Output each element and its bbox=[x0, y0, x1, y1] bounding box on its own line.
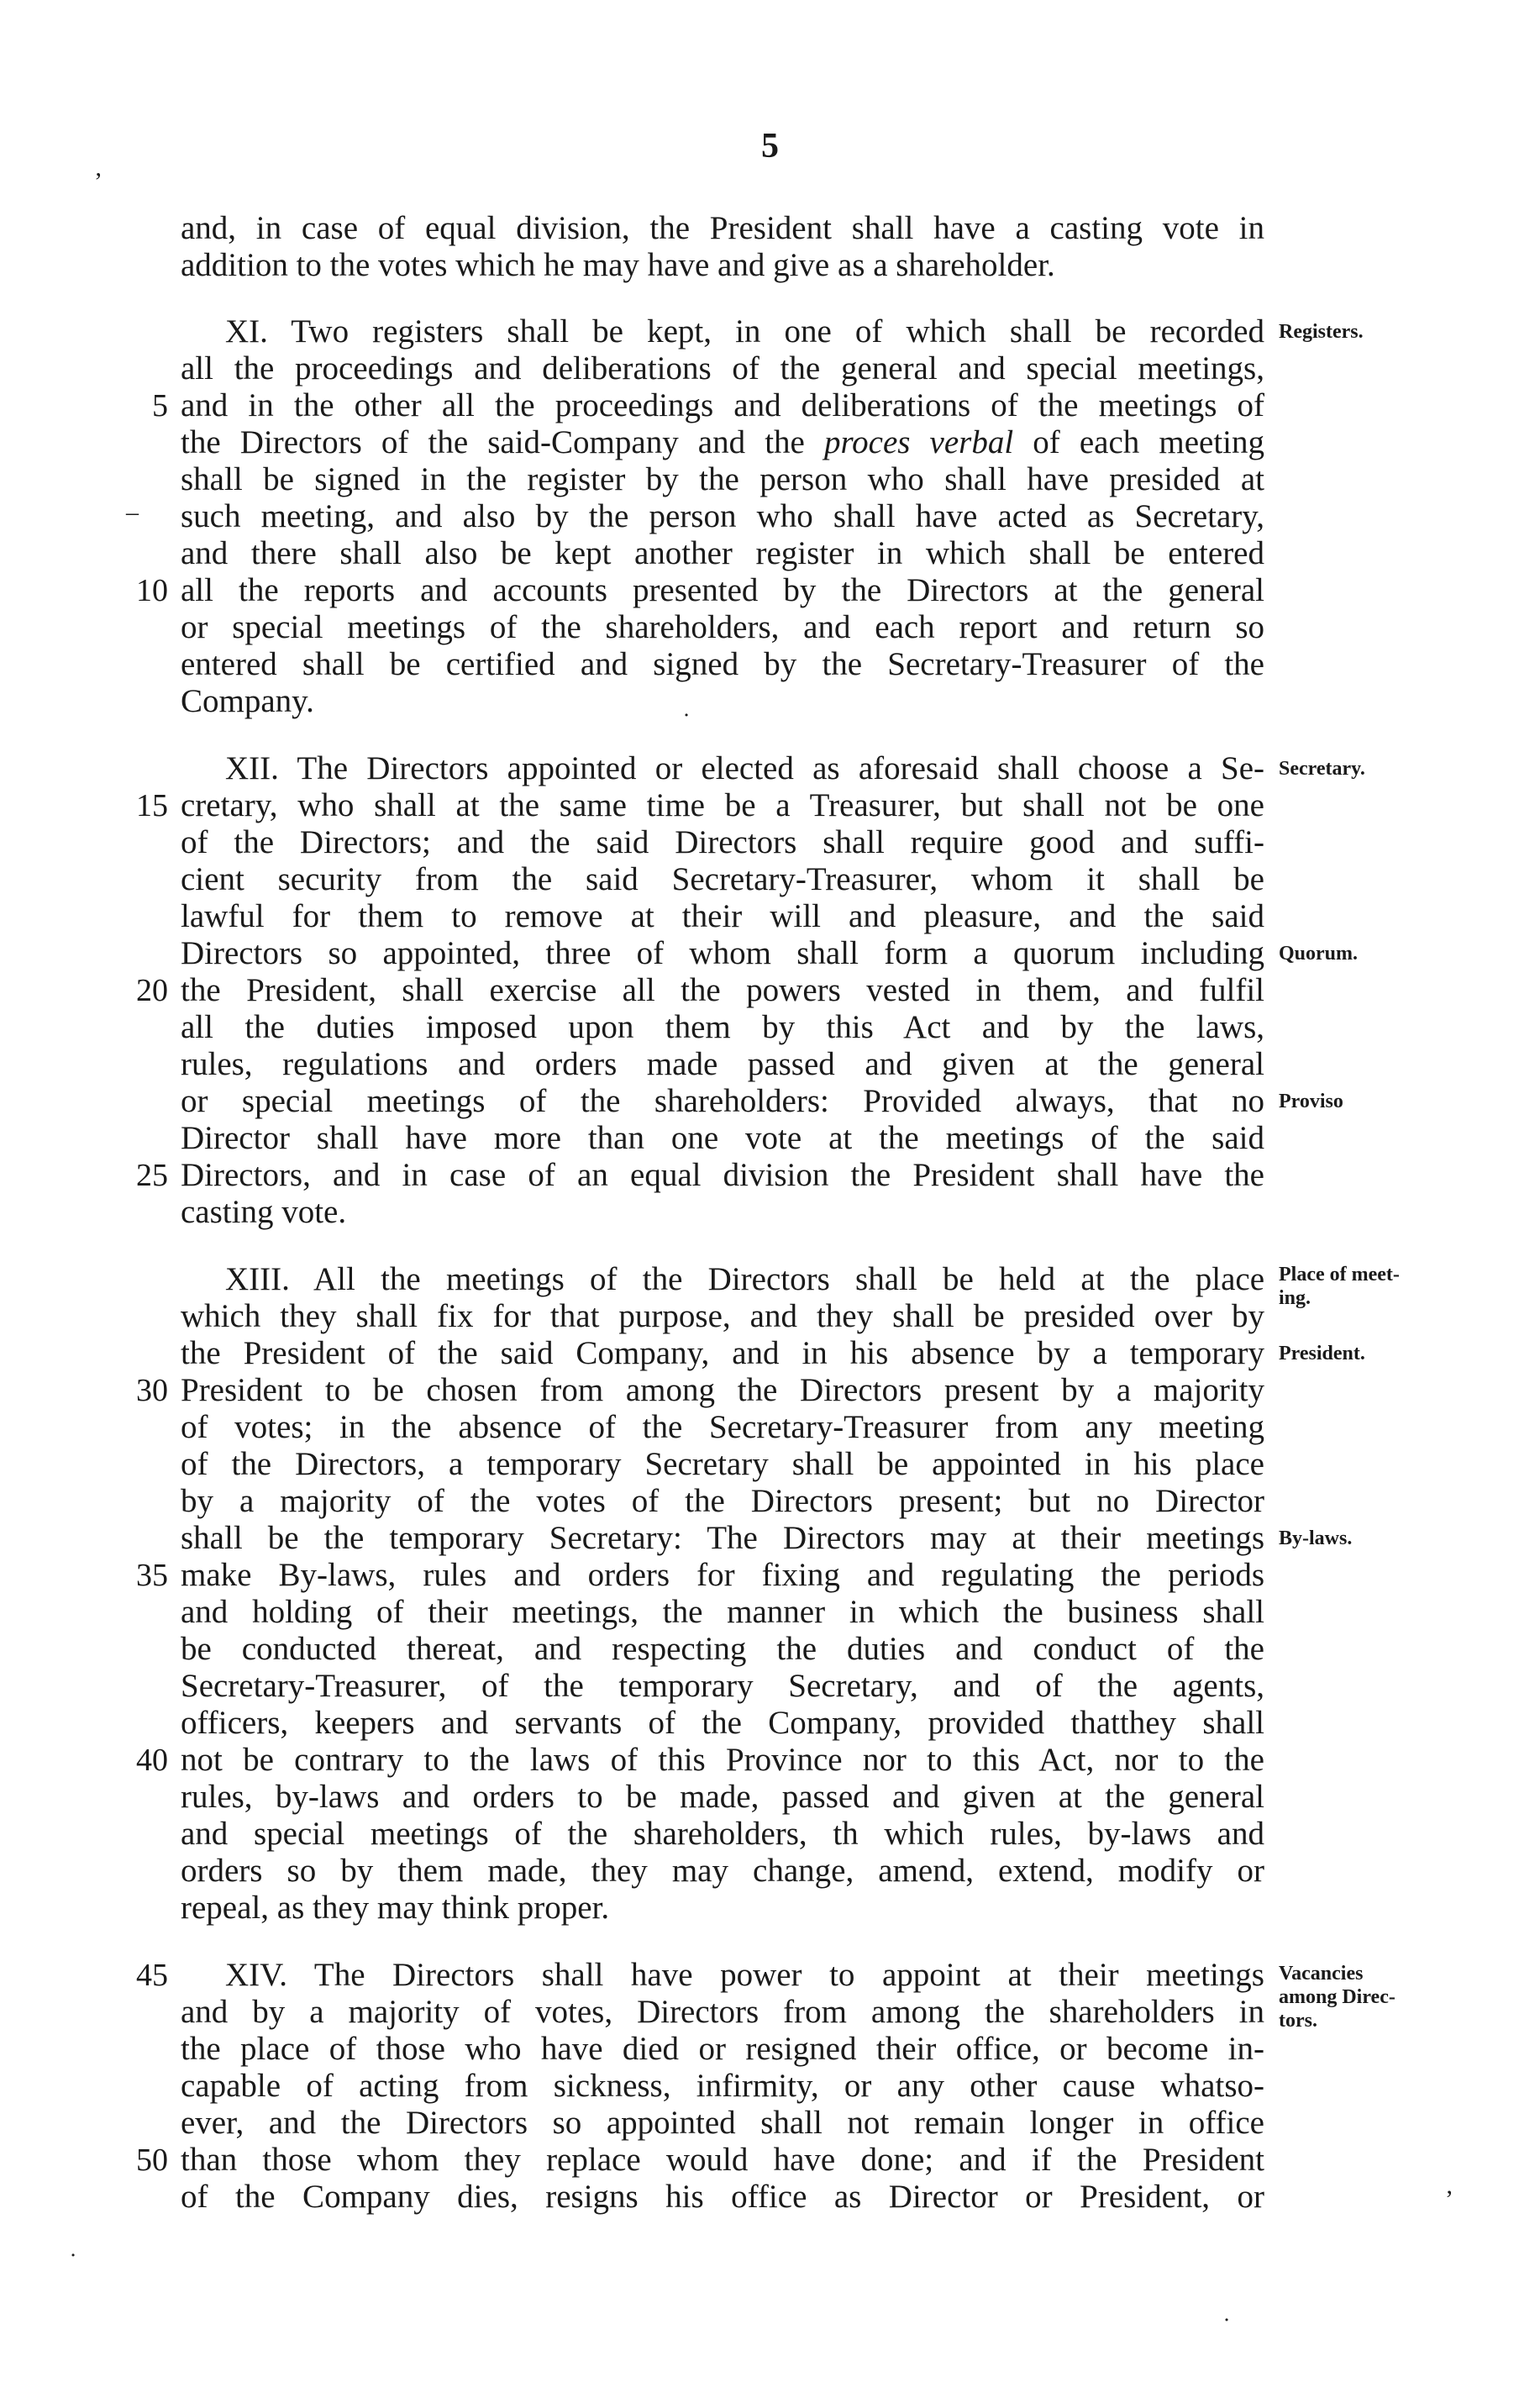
text-line: cretary, who shall at the same time be a Treasurer, but shall not be one bbox=[181, 787, 1264, 823]
text-line: XIII. All the meetings of the Directors shall be held at the place bbox=[225, 1261, 1264, 1297]
margin-note: By-laws. bbox=[1279, 1527, 1353, 1549]
italic-phrase: proces verbal bbox=[823, 424, 1014, 460]
line-number: 30 bbox=[136, 1373, 168, 1408]
margin-note: Vacancies bbox=[1279, 1963, 1364, 1985]
text-line: President to be chosen from among the Directors present by a majority bbox=[181, 1372, 1264, 1408]
text-line: and by a majority of votes, Directors from among the shareholders in bbox=[181, 1994, 1264, 2030]
page-number: 5 bbox=[761, 127, 779, 166]
text-line: and in the other all the proceedings and deliberations of the meetings of bbox=[181, 387, 1264, 423]
margin-note: Secretary. bbox=[1279, 758, 1365, 780]
text-line: and there shall also be kept another register in which shall be entered bbox=[181, 535, 1264, 571]
text-line: all the duties imposed upon them by this Act and by the laws, bbox=[181, 1009, 1264, 1045]
text-line: or special meetings of the shareholders, and each report and return so bbox=[181, 609, 1264, 645]
text-line: rules, by-laws and orders to be made, passed and given at the general bbox=[181, 1779, 1264, 1815]
text-line: orders so by them made, they may change, amend, extend, modify or bbox=[181, 1853, 1264, 1889]
print-speck: ’ bbox=[1445, 2185, 1453, 2213]
line-number: 25 bbox=[136, 1158, 168, 1193]
text-line: of the Directors, a temporary Secretary shall be appointed in his place bbox=[181, 1446, 1264, 1482]
text-line: shall be signed in the register by the person who shall have presided at bbox=[181, 461, 1264, 497]
text-line: and, in case of equal division, the President shall have a casting vote in bbox=[181, 210, 1264, 246]
text-line: the place of those who have died or resigned their office, or become in- bbox=[181, 2031, 1264, 2067]
text-line: shall be the temporary Secretary: The Directors may at their meetings bbox=[181, 1520, 1264, 1556]
text-line: of the Company dies, resigns his office as Director or President, or bbox=[181, 2179, 1264, 2215]
text-line: XII. The Directors appointed or elected as aforesaid shall choose a Se- bbox=[225, 750, 1264, 786]
text-line: Directors so appointed, three of whom shall form a quorum including bbox=[181, 935, 1264, 971]
text-line: such meeting, and also by the person who shall have acted as Secretary, bbox=[181, 498, 1264, 534]
line-number: 10 bbox=[136, 573, 168, 608]
text-line: XIV. The Directors shall have power to appoint at their meetings bbox=[225, 1957, 1264, 1993]
text-line: rules, regulations and orders made passed and given at the general bbox=[181, 1046, 1264, 1082]
text-line: capable of acting from sickness, infirmity, or any other cause whatso- bbox=[181, 2068, 1264, 2104]
text-line: cient security from the said Secretary-Treasurer, whom it shall be bbox=[181, 861, 1264, 897]
text-line: all the proceedings and deliberations of the general and special meetings, bbox=[181, 350, 1264, 386]
text-line bbox=[181, 424, 1264, 461]
text-line: not be contrary to the laws of this Province nor to this Act, nor to the bbox=[181, 1742, 1264, 1778]
print-speck: ˙ bbox=[682, 708, 691, 736]
text-fragment: the Directors of the said-Company and the bbox=[181, 424, 805, 460]
text-line: entered shall be certified and signed by the Secretary-Treasurer of the bbox=[181, 646, 1264, 682]
text-line: ever, and the Directors so appointed shall not remain longer in office bbox=[181, 2105, 1264, 2141]
margin-note: President. bbox=[1279, 1343, 1365, 1364]
margin-note: tors. bbox=[1279, 2010, 1317, 2032]
text-line: all the reports and accounts presented by the Directors at the general bbox=[181, 572, 1264, 608]
text-line: of votes; in the absence of the Secretary-Treasurer from any meeting bbox=[181, 1409, 1264, 1445]
text-line: Company. bbox=[181, 683, 314, 719]
text-line: repeal, as they may think proper. bbox=[181, 1890, 610, 1926]
text-line: lawful for them to remove at their will and pleasure, and the said bbox=[181, 898, 1264, 934]
text-line: which they shall fix for that purpose, and they shall be presided over by bbox=[181, 1298, 1264, 1334]
text-line: or special meetings of the shareholders: Provided always, that no bbox=[181, 1083, 1264, 1119]
text-line: the President, shall exercise all the powers vested in them, and fulfil bbox=[181, 972, 1264, 1008]
print-speck: ‚ bbox=[94, 154, 102, 181]
line-number: 5 bbox=[152, 388, 168, 423]
margin-note: Proviso bbox=[1279, 1091, 1343, 1112]
print-speck: – bbox=[126, 498, 139, 526]
text-line: be conducted thereat, and respecting the duties and conduct of the bbox=[181, 1631, 1264, 1667]
text-line: by a majority of the votes of the Directors present; but no Director bbox=[181, 1483, 1264, 1519]
line-number: 45 bbox=[136, 1958, 168, 1993]
print-speck: ˙ bbox=[1222, 2313, 1231, 2341]
text-line: officers, keepers and servants of the Company, provided thatthey shall bbox=[181, 1705, 1264, 1741]
text-line: than those whom they replace would have done; and if the President bbox=[181, 2142, 1264, 2178]
text-fragment: of each meeting bbox=[1033, 424, 1265, 460]
text-line: addition to the votes which he may have and give as a shareholder. bbox=[181, 247, 1055, 283]
line-number: 15 bbox=[136, 788, 168, 823]
text-line: of the Directors; and the said Directors shall require good and suffi- bbox=[181, 824, 1264, 860]
text-line: and holding of their meetings, the manner in which the business shall bbox=[181, 1594, 1264, 1630]
margin-note: among Direc- bbox=[1279, 1986, 1395, 2008]
text-line: make By-laws, rules and orders for fixing and regulating the periods bbox=[181, 1557, 1264, 1593]
margin-note: ing. bbox=[1279, 1287, 1311, 1309]
text-line: casting vote. bbox=[181, 1194, 347, 1230]
margin-note: Place of meet- bbox=[1279, 1264, 1400, 1285]
text-line: Director shall have more than one vote at the meetings of the said bbox=[181, 1120, 1264, 1156]
text-line: XI. Two registers shall be kept, in one of which shall be recorded bbox=[225, 313, 1264, 350]
text-line: Directors, and in case of an equal division the President shall have the bbox=[181, 1157, 1264, 1193]
line-number: 50 bbox=[136, 2142, 168, 2178]
line-number: 40 bbox=[136, 1743, 168, 1778]
text-line: and special meetings of the shareholders, th which rules, by-laws and bbox=[181, 1816, 1264, 1852]
text-line: Secretary-Treasurer, of the temporary Secretary, and of the agents, bbox=[181, 1668, 1264, 1704]
text-line: the President of the said Company, and in his absence by a temporary bbox=[181, 1335, 1264, 1371]
margin-note: Quorum. bbox=[1279, 943, 1359, 965]
margin-note: Registers. bbox=[1279, 321, 1364, 343]
line-number: 20 bbox=[136, 973, 168, 1008]
line-number: 35 bbox=[136, 1558, 168, 1593]
print-speck: ˙ bbox=[69, 2248, 77, 2276]
